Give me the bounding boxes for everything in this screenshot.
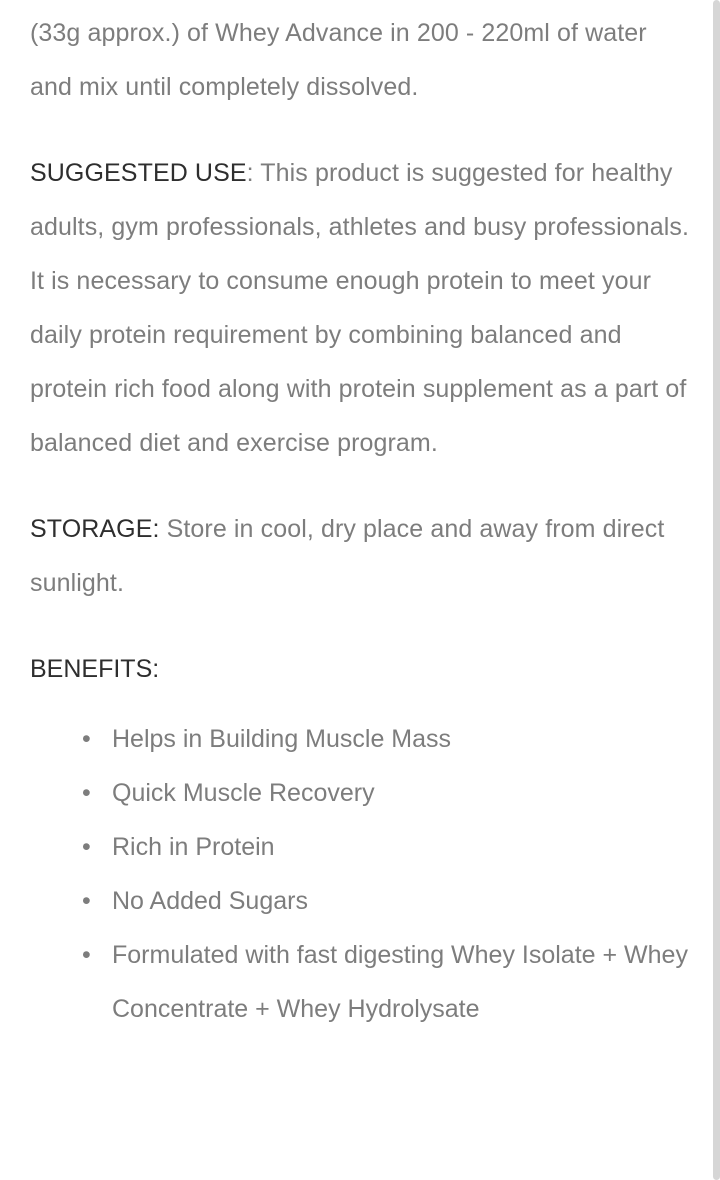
benefits-heading: BENEFITS: (30, 655, 160, 683)
bullet-icon: • (82, 725, 91, 753)
suggested-use-label: SUGGESTED USE (30, 159, 247, 187)
bullet-icon: • (82, 779, 91, 807)
paragraph-suggested-use (30, 146, 690, 470)
list-item-label: Rich in Protein (112, 833, 275, 861)
list-item-label: Helps in Building Muscle Mass (112, 725, 452, 753)
scrollbar-thumb[interactable] (713, 0, 720, 1180)
list-item (82, 766, 690, 820)
list-item-label: No Added Sugars (112, 887, 308, 915)
bullet-icon: • (82, 833, 91, 861)
list-item (82, 874, 690, 928)
paragraph-mixing-instructions (30, 0, 690, 114)
bullet-icon: • (82, 941, 91, 969)
paragraph-text: : This product is suggested for healthy adults, gym professionals, athletes and busy professionals. It is necessary to consume enough protein to meet your daily protein requirement by combining balanced and protein rich food along with protein supplement as a part of balanced diet and exercise program. (30, 159, 690, 457)
benefits-list (30, 712, 690, 1036)
list-item-label: Quick Muscle Recovery (112, 779, 375, 807)
paragraph-storage (30, 502, 690, 610)
paragraph-text: Store in cool, dry place and away from direct sunlight. (30, 515, 665, 597)
list-item-label: Formulated with fast digesting Whey Isolate + Whey Concentrate + Whey Hydrolysate (112, 941, 688, 1023)
list-item (82, 712, 690, 766)
list-item (82, 928, 690, 1036)
storage-label: STORAGE: (30, 515, 160, 543)
list-item (82, 820, 690, 874)
paragraph-text: (33g approx.) of Whey Advance in 200 - 220ml of water and mix until completely dissolved. (30, 19, 647, 101)
vertical-scrollbar[interactable] (713, 0, 720, 1180)
bullet-icon: • (82, 887, 91, 915)
